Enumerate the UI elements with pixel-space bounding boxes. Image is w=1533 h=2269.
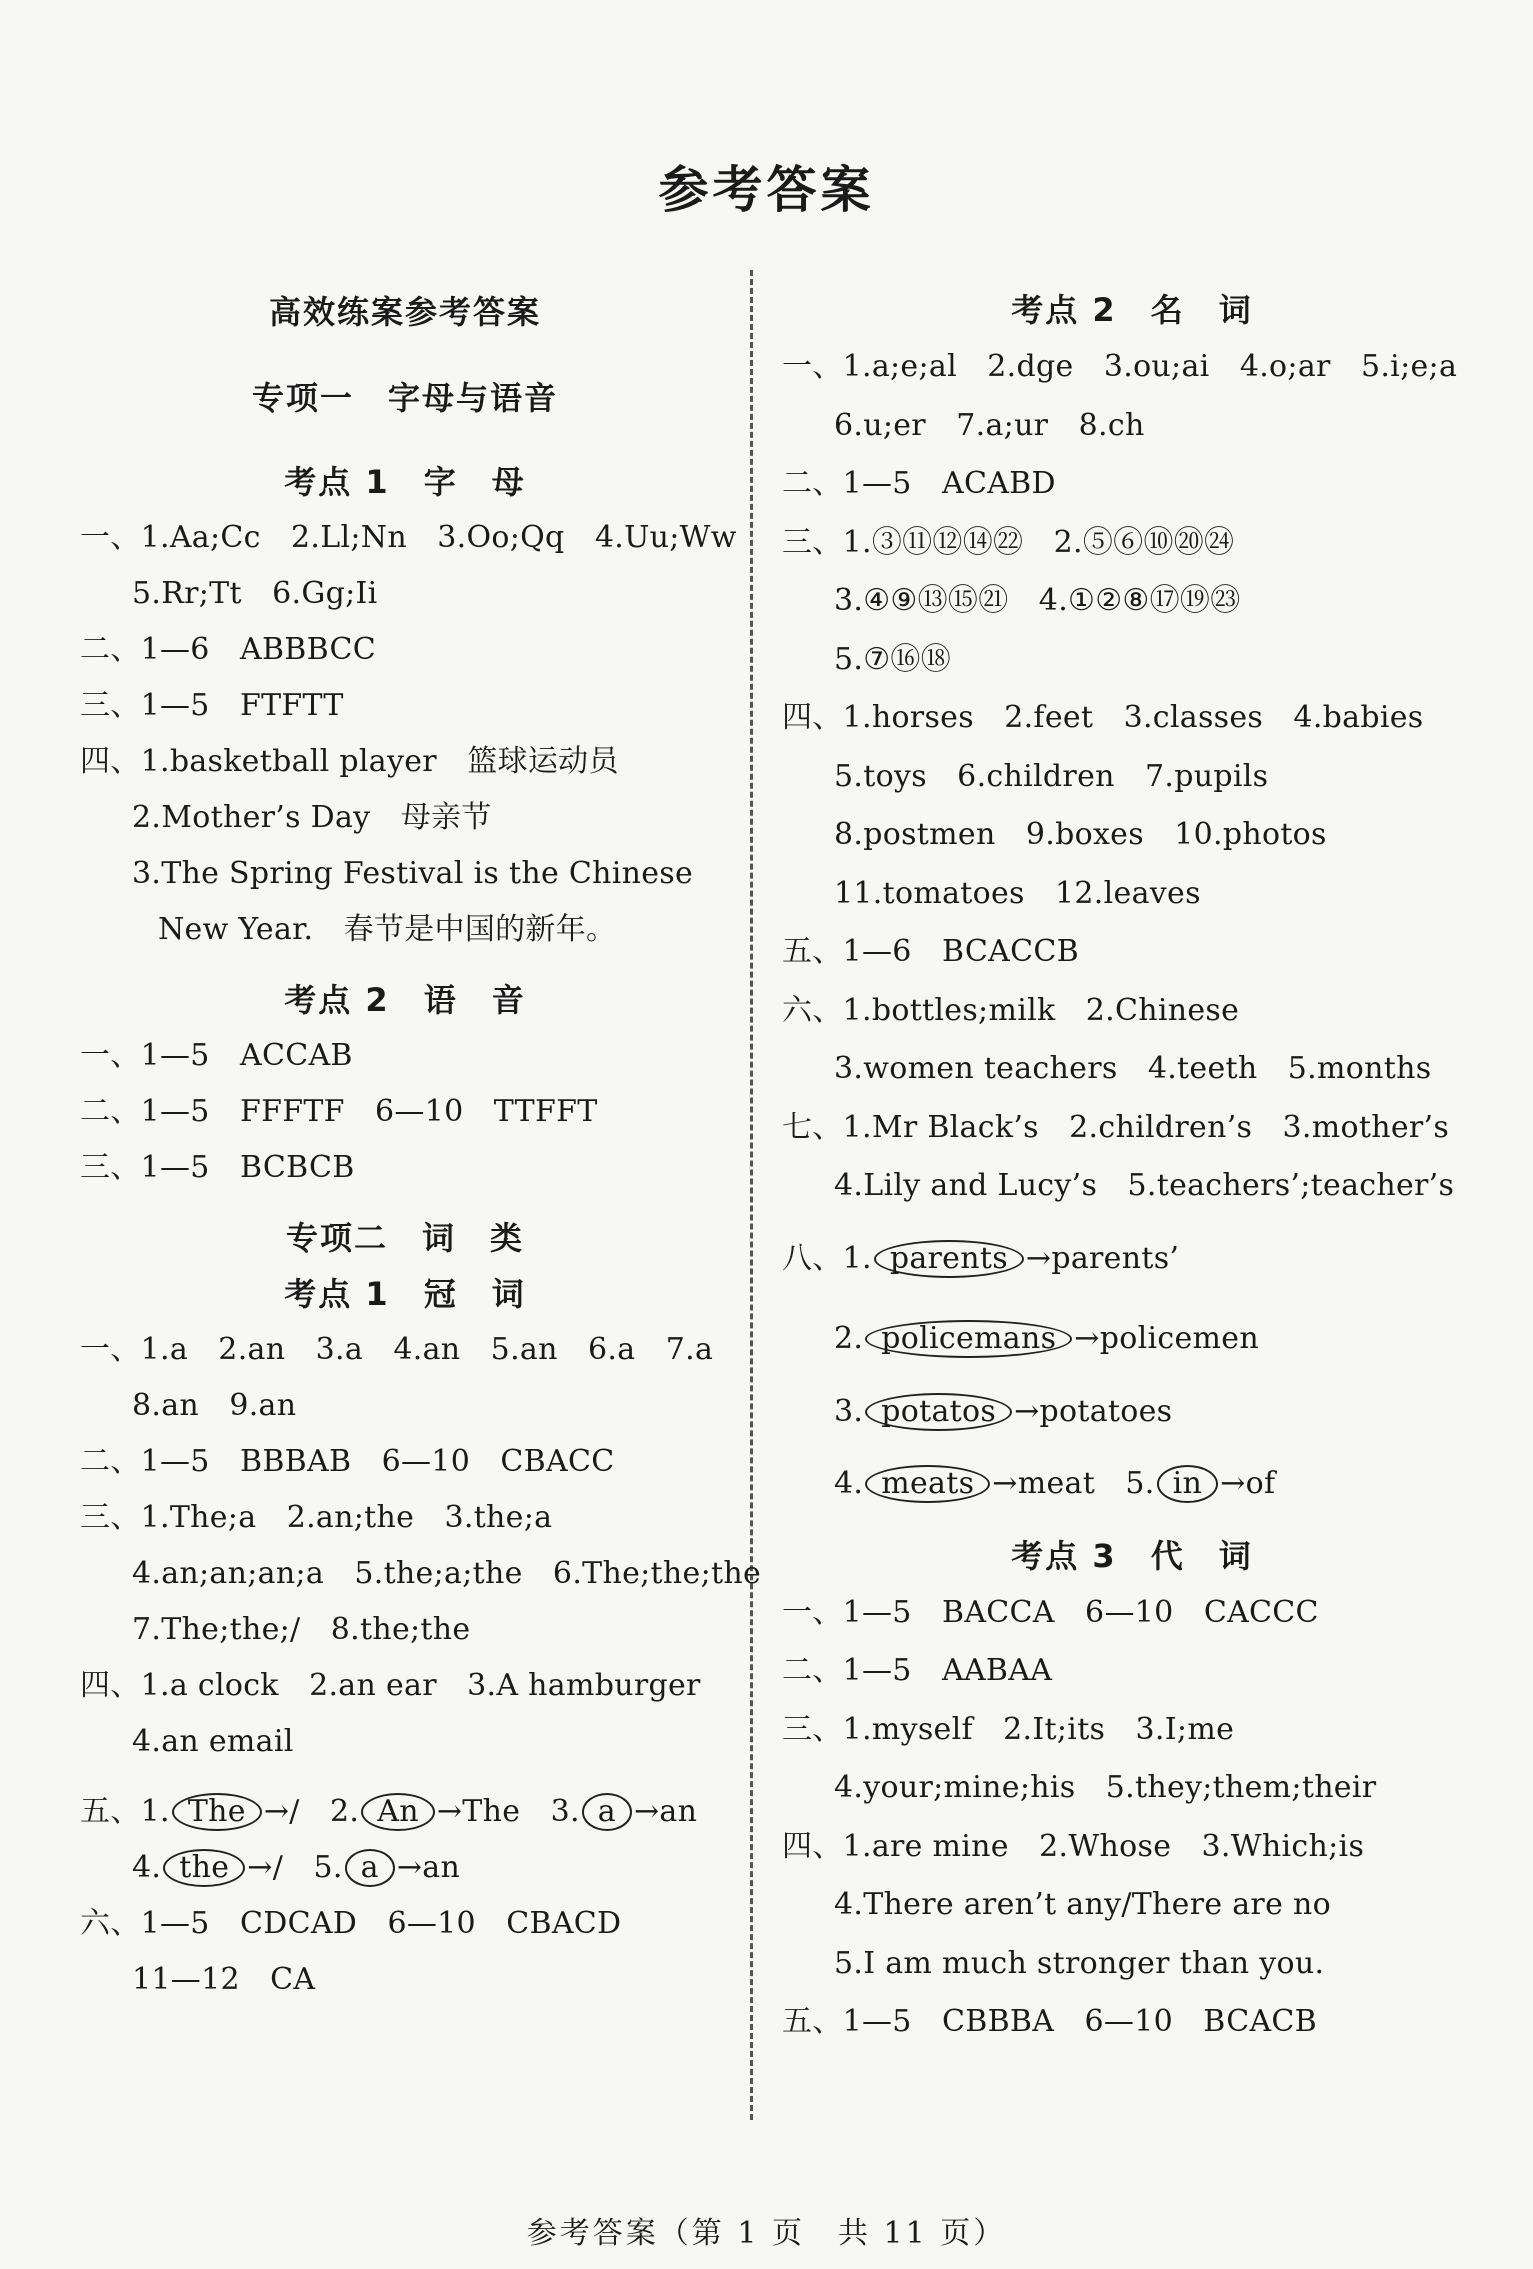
- correction: →/: [247, 1850, 284, 1885]
- answer-line: 8.an 9.an: [132, 1388, 297, 1423]
- item-prefix: 五、1.: [80, 1794, 170, 1829]
- item-number: 4.: [834, 1466, 864, 1501]
- circled-wrong-word: a: [345, 1849, 395, 1887]
- column-divider: [750, 270, 753, 2120]
- answer-line: 5.Rr;Tt 6.Gg;Ii: [132, 576, 378, 611]
- circled-wrong-word: the: [163, 1849, 245, 1887]
- answer-line: 二、1—6 ABBBCC: [80, 632, 377, 667]
- answer-line: 一、1.a;e;al 2.dge 3.ou;ai 4.o;ar 5.i;e;a: [782, 349, 1458, 384]
- correction-line: [782, 1383, 1482, 1442]
- correction-line: [782, 1310, 1482, 1369]
- correction: →/: [263, 1794, 300, 1829]
- kp-article-heading: 考点 1 冠 词: [284, 1275, 526, 1313]
- answer-line: New Year. 春节是中国的新年。: [158, 912, 617, 947]
- correction-line: [782, 1455, 1482, 1514]
- answer-line: 五、1—5 CBBBA 6—10 BCACB: [782, 2004, 1318, 2039]
- left-column: [80, 282, 762, 2008]
- item-number: 3.: [834, 1393, 864, 1429]
- answer-line: 四、1.horses 2.feet 3.classes 4.babies: [782, 700, 1424, 735]
- answer-line: 6.u;er 7.a;ur 8.ch: [834, 407, 1145, 443]
- answer-line: 4.your;mine;his 5.they;them;their: [834, 1770, 1377, 1805]
- correction-line: [80, 1784, 730, 1840]
- right-column: [782, 282, 1482, 2052]
- kp-noun-heading: 考点 2 名 词: [1011, 291, 1253, 329]
- answer-line: 5.⑦⑯⑱: [834, 641, 952, 677]
- correction: →policemen: [1074, 1321, 1259, 1356]
- circled-wrong-word: The: [172, 1793, 262, 1831]
- circled-wrong-word: meats: [865, 1465, 990, 1503]
- correction: →parents’: [1025, 1240, 1180, 1276]
- kp-phonetics-heading: 考点 2 语 音: [284, 981, 526, 1019]
- answer-line: 4.an email: [132, 1724, 294, 1759]
- answer-line: 一、1—5 ACCAB: [80, 1038, 353, 1073]
- answer-line: 7.The;the;/ 8.the;the: [132, 1612, 471, 1647]
- circled-wrong-word: An: [361, 1793, 435, 1831]
- answer-line: 六、1—5 CDCAD 6—10 CBACD: [80, 1906, 622, 1941]
- answer-line: 四、1.a clock 2.an ear 3.A hamburger: [80, 1668, 701, 1703]
- answer-line: 一、1.Aa;Cc 2.Ll;Nn 3.Oo;Qq 4.Uu;Ww: [80, 520, 737, 555]
- item-number: 5.: [1125, 1466, 1155, 1501]
- item-number: 5.: [313, 1850, 343, 1885]
- answer-line: 5.toys 6.children 7.pupils: [834, 758, 1269, 794]
- answer-line: 四、1.are mine 2.Whose 3.Which;is: [782, 1828, 1365, 1864]
- answer-line: 二、1—5 ACABD: [782, 466, 1056, 501]
- answer-line: 六、1.bottles;milk 2.Chinese: [782, 992, 1240, 1028]
- answer-line: 4.Lily and Lucy’s 5.teachers’;teacher’s: [834, 1168, 1455, 1203]
- correction: →of: [1220, 1466, 1276, 1501]
- answer-line: 4.There aren’t any/There are no: [834, 1887, 1331, 1922]
- circled-wrong-word: in: [1157, 1465, 1219, 1503]
- correction: →meat: [992, 1466, 1096, 1501]
- item-number: 3.: [550, 1794, 580, 1829]
- kp-letters-heading: 考点 1 字 母: [284, 463, 526, 501]
- answer-line: 二、1—5 BBBAB 6—10 CBACC: [80, 1444, 615, 1479]
- correction: →potatoes: [1014, 1393, 1173, 1429]
- answer-line: 3.④⑨⑬⑮㉑ 4.①②⑧⑰⑲㉓: [834, 583, 1241, 618]
- special-1-heading: 专项一 字母与语音: [251, 379, 558, 417]
- page-footer: 参考答案（第 1 页 共 11 页）: [526, 2216, 1007, 2251]
- item-number: 4.: [132, 1850, 162, 1885]
- answer-line: 一、1—5 BACCA 6—10 CACCC: [782, 1594, 1319, 1630]
- answer-line: 三、1—5 BCBCB: [80, 1150, 355, 1185]
- circled-wrong-word: potatos: [865, 1393, 1012, 1431]
- answer-line: 四、1.basketball player 篮球运动员: [80, 744, 619, 779]
- item-number: 2.: [330, 1794, 360, 1829]
- answer-line: 11—12 CA: [132, 1962, 316, 1997]
- correction-line: [80, 1840, 730, 1896]
- answer-line: 二、1—5 AABAA: [782, 1653, 1053, 1688]
- circled-wrong-word: policemans: [865, 1320, 1072, 1358]
- main-heading: 高效练案参考答案: [268, 293, 541, 331]
- correction: →an: [633, 1794, 698, 1829]
- answer-line: 3.The Spring Festival is the Chinese: [132, 856, 694, 891]
- answer-line: 三、1.myself 2.It;its 3.I;me: [782, 1711, 1235, 1747]
- correction: →an: [396, 1850, 461, 1885]
- answer-line: 2.Mother’s Day 母亲节: [132, 800, 492, 835]
- answer-line: 七、1.Mr Black’s 2.children’s 3.mother’s: [782, 1109, 1450, 1145]
- answer-line: 二、1—5 FFFTF 6—10 TTFFT: [80, 1094, 598, 1129]
- answer-line: 一、1.a 2.an 3.a 4.an 5.an 6.a 7.a: [80, 1332, 714, 1367]
- answer-line: 3.women teachers 4.teeth 5.months: [834, 1051, 1432, 1086]
- correction-line: [782, 1230, 1482, 1289]
- special-2-heading: 专项二 词 类: [285, 1219, 524, 1257]
- answer-line: 五、1—6 BCACCB: [782, 934, 1079, 969]
- answer-line: 11.tomatoes 12.leaves: [834, 875, 1201, 911]
- page-title: 参考答案: [658, 160, 875, 219]
- kp-pronoun-heading: 考点 3 代 词: [1011, 1536, 1253, 1575]
- answer-line: 8.postmen 9.boxes 10.photos: [834, 817, 1327, 852]
- answer-line: 5.I am much stronger than you.: [834, 1945, 1325, 1981]
- answer-line: 三、1.The;a 2.an;the 3.the;a: [80, 1500, 553, 1535]
- circled-wrong-word: a: [582, 1793, 632, 1831]
- answer-line: 三、1.③⑪⑫⑭㉒ 2.⑤⑥⑩⑳㉔: [782, 524, 1235, 560]
- circled-wrong-word: parents: [874, 1240, 1024, 1278]
- answer-line: 三、1—5 FTFTT: [80, 688, 344, 723]
- correction: →The: [436, 1794, 521, 1829]
- item-number: 2.: [834, 1321, 864, 1356]
- answer-line: 4.an;an;an;a 5.the;a;the 6.The;the;the: [132, 1556, 762, 1591]
- item-prefix: 八、1.: [782, 1240, 872, 1276]
